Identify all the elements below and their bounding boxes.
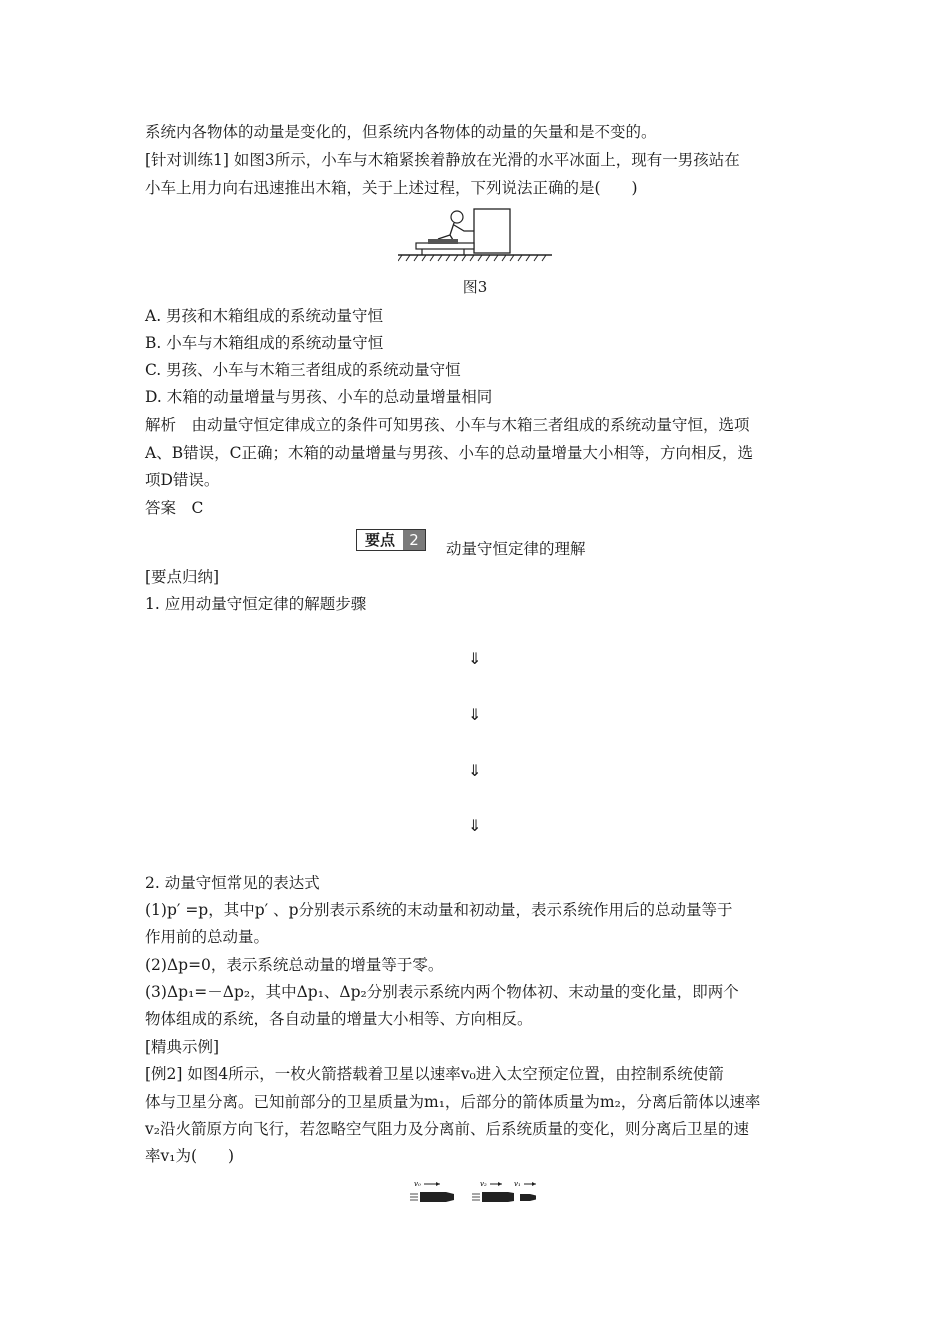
section-badge-number: 2 [403, 530, 425, 550]
option-b: B. 小车与木箱组成的系统动量守恒 [145, 334, 384, 352]
expression2: (2)Δp=0，表示系统总动量的增量等于零。 [145, 956, 444, 974]
expression1-line1: (1)p′ =p，其中p′ 、p分别表示系统的末动量和初动量，表示系统作用后的总动量等于 [145, 901, 733, 919]
section-badge [356, 529, 426, 551]
option-a: A. 男孩和木箱组成的系统动量守恒 [145, 307, 384, 325]
step-arrow-icon: ⇓ [468, 761, 482, 780]
section-title: 动量守恒定律的理解 [446, 540, 586, 558]
expression3-line1: (3)Δp₁=－Δp₂，其中Δp₁、Δp₂分别表示系统内两个物体初、末动量的变化量，即两个 [145, 983, 739, 1001]
v2-label: v₂ [480, 1180, 487, 1188]
step-arrow-icon: ⇓ [468, 816, 482, 835]
example2-line2: 体与卫星分离。已知前部分的卫星质量为m₁，后部分的箭体质量为m₂，分离后箭体以速率 [145, 1093, 761, 1111]
example2-line1: [例2] 如图4所示，一枚火箭搭载着卫星以速率v₀进入太空预定位置，由控制系统使箭 [145, 1065, 724, 1083]
figure3-cart-box-diagram [398, 205, 552, 269]
section-badge-label: 要点 [364, 531, 395, 549]
answer-line: 答案 C [145, 499, 204, 517]
analysis-line3: 项D错误。 [145, 471, 220, 489]
summary-heading: [要点归纳] [145, 568, 220, 586]
expressions-heading: 2. 动量守恒常见的表达式 [145, 874, 320, 892]
expression3-line2: 物体组成的系统，各自动量的增量大小相等、方向相反。 [145, 1010, 533, 1028]
intro-line: 系统内各物体的动量是变化的，但系统内各物体的动量的矢量和是不变的。 [145, 123, 657, 141]
expression1-line2: 作用前的总动量。 [145, 928, 270, 946]
exercise1-line2: 小车上用力向右迅速推出木箱，关于上述过程，下列说法正确的是( ) [145, 179, 638, 197]
v0-label: v₀ [414, 1180, 421, 1188]
figure4-rocket-diagram [410, 1177, 545, 1209]
option-d: D. 木箱的动量增量与男孩、小车的总动量增量相同 [145, 388, 493, 406]
analysis-line1: 解析 由动量守恒定律成立的条件可知男孩、小车与木箱三者组成的系统动量守恒，选项 [145, 416, 750, 434]
example2-line3: v₂沿火箭原方向飞行，若忽略空气阻力及分离前、后系统质量的变化，则分离后卫星的速 [145, 1120, 749, 1138]
example2-line4: 率v₁为( ) [145, 1147, 235, 1165]
steps-heading: 1. 应用动量守恒定律的解题步骤 [145, 595, 367, 613]
v1-label: v₁ [514, 1180, 521, 1188]
exercise1-line1: [针对训练1] 如图3所示，小车与木箱紧挨着静放在光滑的水平冰面上，现有一男孩站在 [145, 151, 740, 169]
step-arrow-icon: ⇓ [468, 649, 482, 668]
step-arrow-icon: ⇓ [468, 705, 482, 724]
figure3-caption: 图3 [462, 278, 488, 296]
examples-heading: [精典示例] [145, 1038, 220, 1056]
option-c: C. 男孩、小车与木箱三者组成的系统动量守恒 [145, 361, 461, 379]
analysis-line2: A、B错误，C正确；木箱的动量增量与男孩、小车的总动量增量大小相等，方向相反，选 [145, 444, 753, 462]
